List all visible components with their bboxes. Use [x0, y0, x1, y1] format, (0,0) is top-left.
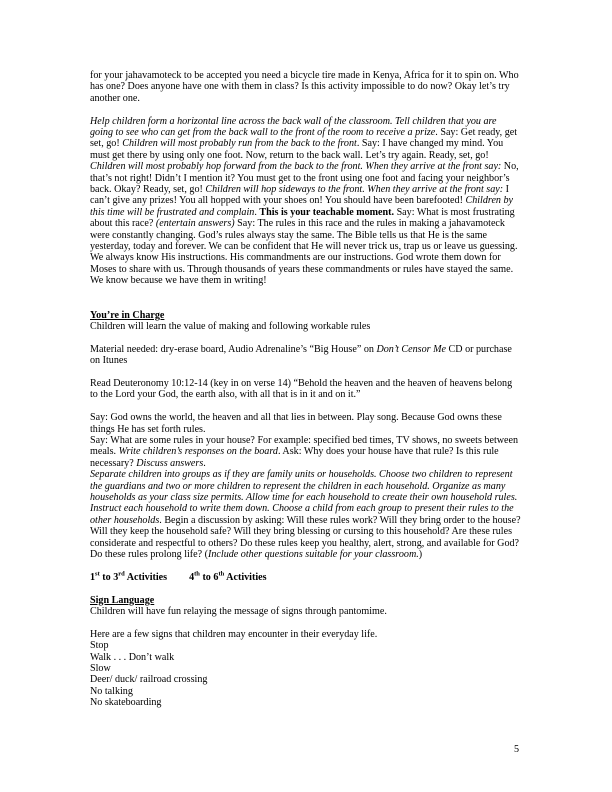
page-number: 5: [514, 744, 520, 755]
intro-paragraph: for your jahavamoteck to be accepted you need a bicycle tire made in Kenya, Africa for it to spin on. Who has one? Does anyone have one with them in class? Is this activity impossible to do now? Okay let’s try another one.: [90, 70, 519, 104]
race-say: .: [254, 206, 260, 218]
race-instruction: Help children form a horizontal line across the back wall of the classroom. Tell children that you are going to see who can get from the back wall to the front of the room to receive a prize: [90, 115, 497, 139]
sign-language-heading: Sign Language: [90, 594, 155, 606]
say-house-rules: Say: What are some rules in your house? For example: specified bed times, TV shows, no sweets between meals. Write children’s responses on the board. Ask: Why does your house have that rule? Is this rule necessary? Discuss answers.: [90, 434, 519, 469]
sign-list-item: Deer/ duck/ railroad crossing: [90, 674, 208, 686]
race-say: . Say: Get ready, get set, go!: [90, 127, 518, 150]
sign-list-item: No talking: [90, 685, 133, 697]
race-instruction: Children will hop sideways to the front. When they arrive at the front say:: [205, 184, 504, 196]
race-say: Say: The rules in this race and the rules in making a jahavamoteck were constantly changing. God’s rules always stay the same. The Bible tells us that He is the same yesterday, today and forever. We can be confident that He will never trick us, trap us or leave us guessing. We always know His instructions. His commandments are our instructions. God wrote them down for Moses to share with us. Through thousands of years these commandments or rules have stayed the same. We know because we have them in writing!: [90, 218, 518, 287]
household-groups-instructions: Separate children into groups as if they are family units or households. Choose two children to represent the guardians and two or more children to represent the children in each household. Organize as many households as your class size permits. Allow time for each household to create their own household rules. Instruct each household to write them down. Choose a child from each group to present their rules to the other households. Begin a discussion by asking: Will these rules work? Will they bring order to the house? Will they keep the household safe? Will they bring blessing or cursing to this household? Are these rules considerate and respectful to others? Do these rules keep you healthy, alert, strong, and available for God? Do these rules prolong life? (Include other questions suitable for your classroom.): [90, 469, 521, 560]
scripture-reading: Read Deuteronomy 10:12-14 (key in on verse 14) “Behold the heaven and the heaven of heavens belong to the Lord your God, the earth also, with all that is in it and on it.”: [90, 377, 513, 401]
race-activity-paragraph: [90, 116, 522, 287]
signs-intro: Here are a few signs that children may encounter in their everyday life.: [90, 628, 378, 640]
race-instruction: Children by this time will be frustrated and complain: [90, 195, 514, 218]
sign-list-item: Stop: [90, 640, 109, 652]
youre-in-charge-goal: Children will learn the value of making and following workable rules: [90, 320, 371, 332]
race-say: . Say: I have changed my mind. You must get there by using only one foot. Now, return to the back wall. Let’s try again. Ready, set, go!: [90, 138, 504, 161]
material-needed: Material needed: dry-erase board, Audio Adrenaline’s “Big House” on Don’t Censor Me CD or purchase on Itunes: [90, 343, 512, 367]
race-instruction: Children will most probably hop forward from the back to the front. When they arrive at the front say:: [90, 161, 502, 173]
sign-list-item: Walk . . . Don’t walk: [90, 651, 175, 663]
race-say: I can’t give any prizes! You all hopped with your shoes on! You should have been barefooted!: [90, 184, 510, 207]
teachable-moment: This is your teachable moment.: [259, 206, 395, 218]
say-god-owns: Say: God owns the world, the heaven and all that lies in between. Play song. Because God owns these things He has set forth rules.: [90, 412, 502, 435]
race-say: Say: What is most frustrating about this race?: [90, 206, 515, 230]
race-instruction: Children will most probably run from the back to the front: [122, 138, 357, 150]
race-say: No, that’s not right! Didn’t I mention it? You must get to the front using one foot and facing your neighbor’s back. Okay? Ready, set, go!: [90, 161, 519, 196]
race-instruction: (entertain answers): [155, 218, 235, 230]
sign-language-goal: Children will have fun relaying the message of signs through pantomime.: [90, 605, 387, 617]
sign-list-item: No skateboarding: [90, 697, 162, 709]
sign-list-item: Slow: [90, 663, 111, 674]
album-title: Don’t Censor Me: [376, 343, 446, 355]
document-page: [90, 70, 522, 709]
grade-activities-line: 1st to 3rd Activities 4th to 6th Activities: [90, 570, 267, 583]
youre-in-charge-heading: You’re in Charge: [90, 309, 165, 321]
